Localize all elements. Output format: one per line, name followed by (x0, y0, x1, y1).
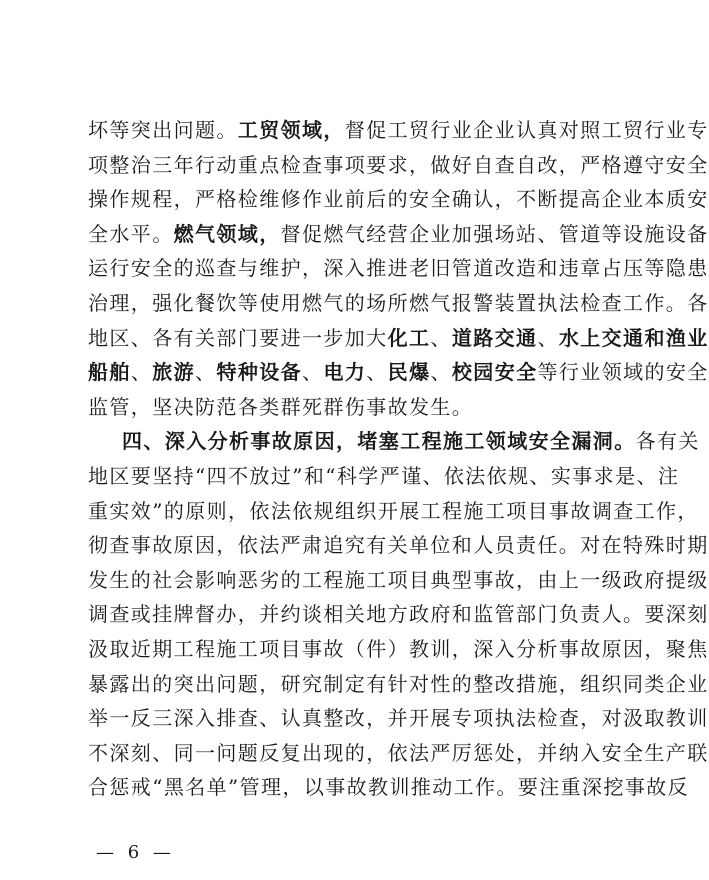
bold-text: 四、深入分析事故原因，堵塞工程施工领域安全漏洞。 (122, 429, 636, 454)
text-line (88, 632, 709, 667)
body-text: 重实效”的原则，依法依规组织开展工程施工项目事故调查工作， (88, 498, 699, 523)
text-line (88, 148, 709, 183)
bold-text: 电力 (323, 360, 367, 385)
text-line (88, 321, 709, 356)
body-text: 、 (195, 360, 217, 385)
body-text: 地区要坚持“四不放过”和“科学严谨、依法依规、实事求是、注 (88, 463, 680, 488)
text-line (88, 182, 709, 217)
body-text: 各有关 (635, 429, 700, 454)
text-line (88, 701, 709, 736)
text-line (88, 736, 709, 771)
text-line (88, 494, 699, 529)
body-text: 发生的社会影响恶劣的工程施工项目典型事故，由上一级政府提级 (88, 567, 709, 592)
body-text: 合惩戒“黑名单”管理，以事故教训推动工作。要注重深挖事故反 (88, 775, 690, 800)
body-text: 项整治三年行动重点检查事项要求，做好自查自改，严格遵守安全 (88, 152, 709, 177)
body-text: 彻查事故原因，依法严肃追究有关单位和人员责任。对在特殊时期 (88, 533, 709, 558)
bold-text: 化工 (387, 325, 431, 350)
bold-text: 船舶 (88, 360, 131, 385)
bold-text: 燃气领域， (173, 221, 281, 246)
bold-text: 道路交通 (451, 325, 538, 350)
body-text: 督促工贸行业企业认真对照工贸行业专 (344, 118, 709, 142)
text-line (88, 113, 709, 148)
body-text: 监管，坚决防范各类群死群伤事故发生。 (88, 394, 474, 419)
bold-text: 民爆 (387, 360, 431, 385)
text-line (88, 528, 709, 563)
text-line (88, 459, 680, 494)
document-body (88, 113, 709, 805)
text-line (88, 251, 709, 286)
body-text: 全水平。 (88, 221, 174, 246)
bold-text: 工贸领域， (237, 118, 345, 142)
bold-text: 水上交通和渔业 (558, 325, 709, 350)
body-text: 督促燃气经营企业加强场站、管道等设施设备 (280, 221, 709, 246)
page-number: — 6 — (96, 842, 175, 863)
body-text: 、 (430, 360, 452, 385)
bold-text: 特种设备 (216, 360, 303, 385)
body-text: 不深刻、同一问题反复出现的，依法严厉惩处，并纳入安全生产联 (88, 740, 709, 765)
body-text: 举一反三深入排查、认真整改，并开展专项执法检查，对汲取教训 (88, 706, 709, 731)
bold-text: 校园安全 (451, 360, 538, 385)
text-line (88, 217, 709, 252)
body-text: 、 (430, 325, 452, 350)
text-line (88, 390, 628, 425)
body-text: 汲取近期工程施工项目事故（件）教训，深入分析事故原因，聚焦 (88, 636, 709, 661)
text-line (88, 286, 709, 321)
body-text: 操作规程，严格检维修作业前后的安全确认，不断提高企业本质安 (88, 187, 709, 212)
body-text: 、 (302, 360, 324, 385)
text-line (88, 667, 709, 702)
body-text: 暴露出的突出问题，研究制定有针对性的整改措施，组织同类企业 (88, 671, 709, 696)
body-text: 地区、各有关部门要进一步加大 (88, 325, 388, 350)
text-line (88, 597, 709, 632)
text-line (88, 770, 690, 805)
body-text: 、 (537, 325, 559, 350)
body-text: 坏等突出问题。 (88, 118, 238, 142)
body-text: 等行业领域的安全 (537, 360, 709, 385)
body-text: 、 (130, 360, 153, 385)
text-line (88, 563, 709, 598)
body-text: 运行安全的巡查与维护，深入推进老旧管道改造和违章占压等隐患 (88, 256, 709, 281)
body-text: 调查或挂牌督办，并约谈相关地方政府和监管部门负责人。要深刻 (88, 602, 709, 627)
bold-text: 旅游 (152, 360, 196, 385)
text-line (88, 355, 709, 390)
text-line (88, 424, 700, 459)
body-text: 治理，强化餐饮等使用燃气的场所燃气报警装置执法检查工作。各 (88, 290, 709, 315)
body-text: 、 (366, 360, 388, 385)
